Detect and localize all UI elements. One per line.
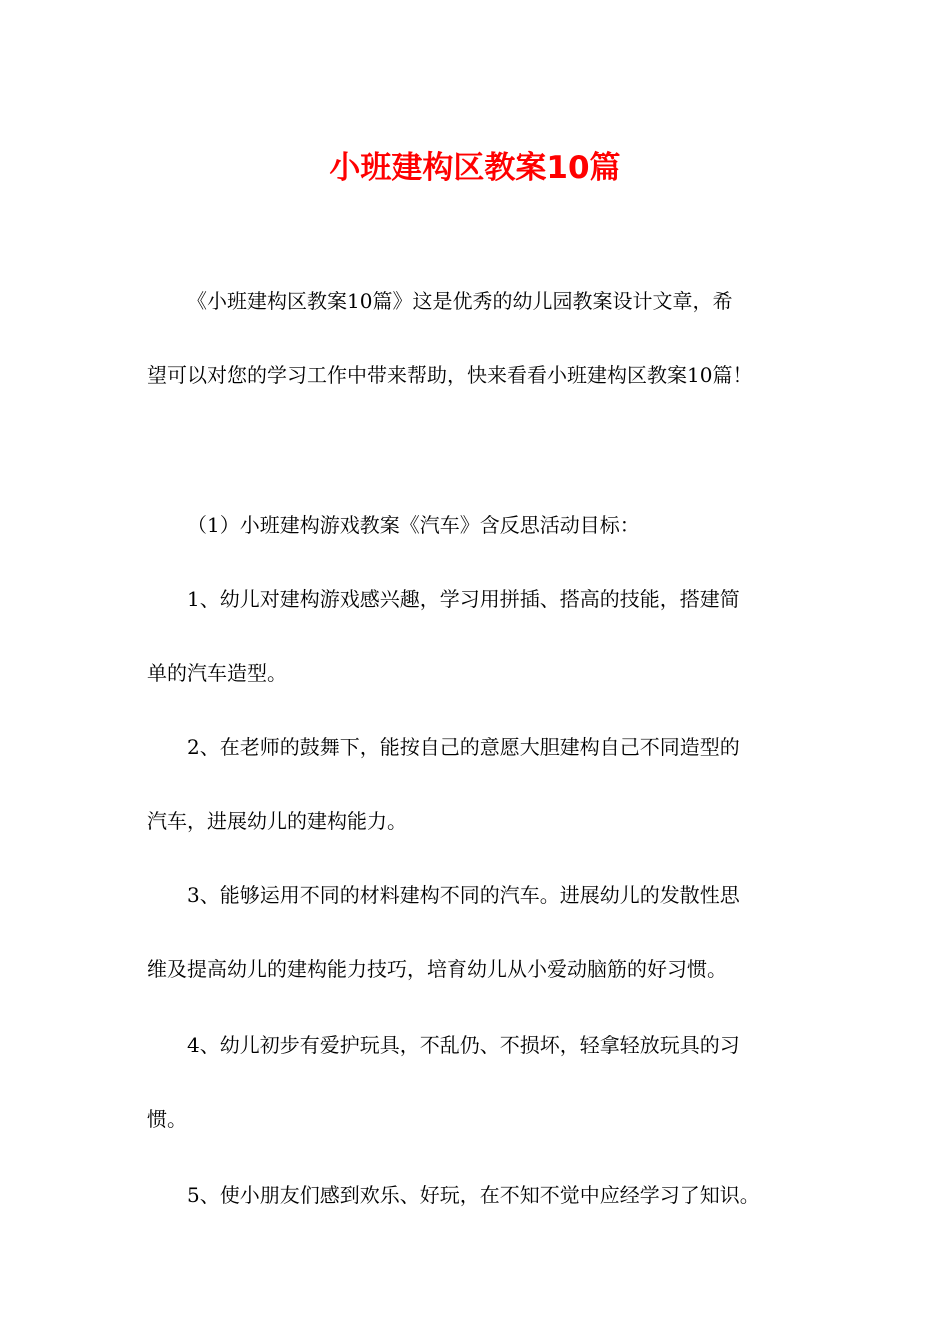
intro-line-1: 《小班建构区教案10篇》这是优秀的幼儿园教案设计文章，希	[187, 289, 733, 313]
item-4-line-1: 4、幼儿初步有爱护玩具，不乱仍、不损坏，轻拿轻放玩具的习	[187, 1033, 740, 1057]
document-title: 小班建构区教案10篇	[329, 150, 621, 186]
item-5-line-1: 5、使小朋友们感到欢乐、好玩，在不知不觉中应经学习了知识。	[187, 1183, 760, 1207]
item-1-line-1: 1、幼儿对建构游戏感兴趣，学习用拼插、搭高的技能，搭建简	[187, 587, 740, 611]
item-1-line-2: 单的汽车造型。	[147, 661, 287, 685]
item-2-line-1: 2、在老师的鼓舞下，能按自己的意愿大胆建构自己不同造型的	[187, 735, 740, 759]
item-2-line-2: 汽车，进展幼儿的建构能力。	[147, 809, 407, 833]
item-4-line-2: 惯。	[147, 1107, 187, 1131]
intro-line-2: 望可以对您的学习工作中带来帮助，快来看看小班建构区教案10篇！	[147, 363, 753, 387]
item-3-line-1: 3、能够运用不同的材料建构不同的汽车。进展幼儿的发散性思	[187, 883, 740, 907]
item-3-line-2: 维及提高幼儿的建构能力技巧，培育幼儿从小爱动脑筋的好习惯。	[147, 957, 727, 981]
section-heading: （1）小班建构游戏教案《汽车》含反思活动目标：	[187, 513, 640, 537]
